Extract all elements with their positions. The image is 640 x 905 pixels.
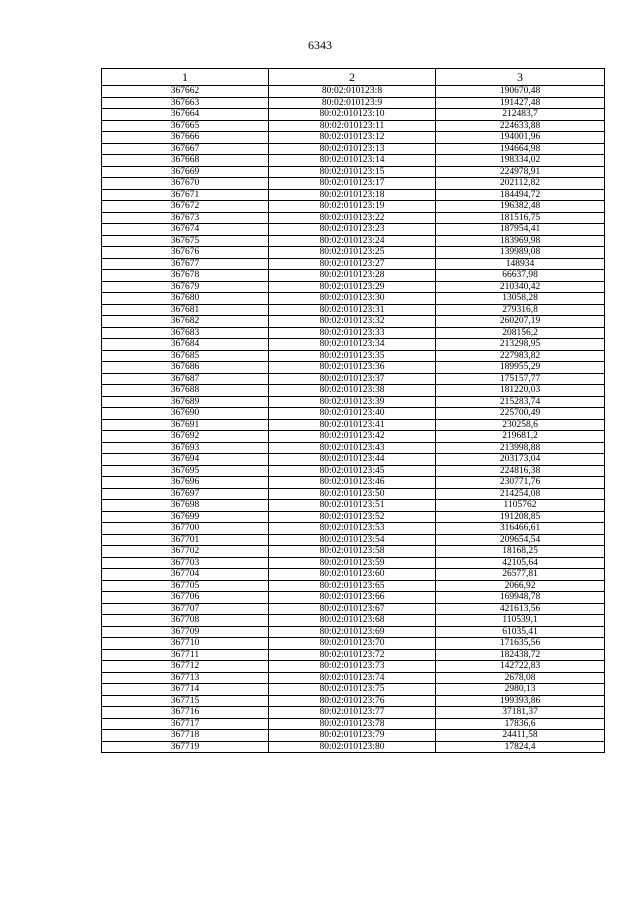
table-row	[102, 546, 605, 558]
record-number-cell: 367671	[102, 189, 269, 201]
cadastral-number-cell: 80:02:010123:19	[269, 201, 436, 213]
value-cell: 26577,81	[436, 569, 605, 581]
record-number-cell: 367683	[102, 327, 269, 339]
cadastral-number-cell: 80:02:010123:46	[269, 477, 436, 489]
cadastral-number-cell: 80:02:010123:40	[269, 408, 436, 420]
value-cell: 42105,64	[436, 557, 605, 569]
record-number-cell: 367679	[102, 281, 269, 293]
cadastral-number-cell: 80:02:010123:58	[269, 546, 436, 558]
cadastral-number-cell: 80:02:010123:29	[269, 281, 436, 293]
table-row	[102, 224, 605, 236]
value-cell: 198334,02	[436, 155, 605, 167]
cadastral-number-cell: 80:02:010123:9	[269, 97, 436, 109]
column-header: 3	[436, 69, 605, 86]
cadastral-number-cell: 80:02:010123:44	[269, 454, 436, 466]
cadastral-number-cell: 80:02:010123:65	[269, 580, 436, 592]
record-number-cell: 367697	[102, 488, 269, 500]
record-number-cell: 367711	[102, 649, 269, 661]
table-row	[102, 557, 605, 569]
cadastral-number-cell: 80:02:010123:15	[269, 166, 436, 178]
record-number-cell: 367713	[102, 672, 269, 684]
cadastral-number-cell: 80:02:010123:37	[269, 373, 436, 385]
table-row	[102, 97, 605, 109]
table-row	[102, 442, 605, 454]
record-number-cell: 367684	[102, 339, 269, 351]
record-number-cell: 367704	[102, 569, 269, 581]
table-body	[102, 86, 605, 753]
table-row	[102, 649, 605, 661]
record-number-cell: 367693	[102, 442, 269, 454]
cadastral-number-cell: 80:02:010123:25	[269, 247, 436, 259]
table-row	[102, 626, 605, 638]
value-cell: 139989,08	[436, 247, 605, 259]
record-number-cell: 367666	[102, 132, 269, 144]
cadastral-number-cell: 80:02:010123:45	[269, 465, 436, 477]
value-cell: 191208,85	[436, 511, 605, 523]
value-cell: 208156,2	[436, 327, 605, 339]
table-row	[102, 477, 605, 489]
cadastral-number-cell: 80:02:010123:68	[269, 615, 436, 627]
table-row	[102, 86, 605, 98]
table-row	[102, 730, 605, 742]
page-number: 6343	[308, 38, 332, 52]
table-row	[102, 385, 605, 397]
value-cell: 2678,08	[436, 672, 605, 684]
value-cell: 194664,98	[436, 143, 605, 155]
table-row	[102, 408, 605, 420]
record-number-cell: 367708	[102, 615, 269, 627]
cadastral-number-cell: 80:02:010123:75	[269, 684, 436, 696]
value-cell: 203173,04	[436, 454, 605, 466]
record-number-cell: 367670	[102, 178, 269, 190]
table-row	[102, 534, 605, 546]
cadastral-number-cell: 80:02:010123:36	[269, 362, 436, 374]
value-cell: 213298,95	[436, 339, 605, 351]
cadastral-number-cell: 80:02:010123:33	[269, 327, 436, 339]
value-cell: 66637,98	[436, 270, 605, 282]
table-row	[102, 741, 605, 753]
value-cell: 202112,82	[436, 178, 605, 190]
cadastral-number-cell: 80:02:010123:76	[269, 695, 436, 707]
table-row	[102, 465, 605, 477]
record-number-cell: 367689	[102, 396, 269, 408]
record-number-cell: 367681	[102, 304, 269, 316]
cadastral-number-cell: 80:02:010123:32	[269, 316, 436, 328]
table-row	[102, 511, 605, 523]
cadastral-number-cell: 80:02:010123:70	[269, 638, 436, 650]
value-cell: 421613,56	[436, 603, 605, 615]
value-cell: 184494,72	[436, 189, 605, 201]
cadastral-number-cell: 80:02:010123:51	[269, 500, 436, 512]
table-row	[102, 166, 605, 178]
table-row	[102, 339, 605, 351]
cadastral-number-cell: 80:02:010123:23	[269, 224, 436, 236]
record-number-cell: 367705	[102, 580, 269, 592]
cadastral-number-cell: 80:02:010123:10	[269, 109, 436, 121]
record-number-cell: 367710	[102, 638, 269, 650]
table-row	[102, 293, 605, 305]
table-row	[102, 523, 605, 535]
table-row	[102, 143, 605, 155]
cadastral-number-cell: 80:02:010123:80	[269, 741, 436, 753]
cadastral-number-cell: 80:02:010123:79	[269, 730, 436, 742]
value-cell: 61035,41	[436, 626, 605, 638]
record-number-cell: 367665	[102, 120, 269, 132]
value-cell: 191427,48	[436, 97, 605, 109]
value-cell: 214254,08	[436, 488, 605, 500]
value-cell: 209654,54	[436, 534, 605, 546]
record-number-cell: 367706	[102, 592, 269, 604]
record-number-cell: 367668	[102, 155, 269, 167]
value-cell: 219681,2	[436, 431, 605, 443]
cadastral-number-cell: 80:02:010123:22	[269, 212, 436, 224]
cadastral-number-cell: 80:02:010123:17	[269, 178, 436, 190]
cadastral-number-cell: 80:02:010123:31	[269, 304, 436, 316]
cadastral-number-cell: 80:02:010123:12	[269, 132, 436, 144]
table-row	[102, 638, 605, 650]
record-number-cell: 367673	[102, 212, 269, 224]
record-number-cell: 367669	[102, 166, 269, 178]
table-row	[102, 132, 605, 144]
record-number-cell: 367712	[102, 661, 269, 673]
table-row	[102, 258, 605, 270]
cadastral-number-cell: 80:02:010123:28	[269, 270, 436, 282]
record-number-cell: 367672	[102, 201, 269, 213]
cadastral-number-cell: 80:02:010123:39	[269, 396, 436, 408]
cadastral-number-cell: 80:02:010123:74	[269, 672, 436, 684]
table-row	[102, 235, 605, 247]
table-row	[102, 362, 605, 374]
table-row	[102, 419, 605, 431]
table-row	[102, 281, 605, 293]
record-number-cell: 367685	[102, 350, 269, 362]
column-header: 1	[102, 69, 269, 86]
record-number-cell: 367694	[102, 454, 269, 466]
value-cell: 175157,77	[436, 373, 605, 385]
table-row	[102, 718, 605, 730]
value-cell: 210340,42	[436, 281, 605, 293]
table-row	[102, 212, 605, 224]
cadastral-number-cell: 80:02:010123:42	[269, 431, 436, 443]
cadastral-number-cell: 80:02:010123:78	[269, 718, 436, 730]
record-number-cell: 367682	[102, 316, 269, 328]
value-cell: 1105762	[436, 500, 605, 512]
table-row	[102, 304, 605, 316]
record-number-cell: 367675	[102, 235, 269, 247]
record-number-cell: 367717	[102, 718, 269, 730]
value-cell: 17824,4	[436, 741, 605, 753]
value-cell: 190670,48	[436, 86, 605, 98]
table-row	[102, 603, 605, 615]
record-number-cell: 367667	[102, 143, 269, 155]
value-cell: 13058,28	[436, 293, 605, 305]
value-cell: 181516,75	[436, 212, 605, 224]
table-header	[102, 69, 605, 86]
cadastral-number-cell: 80:02:010123:41	[269, 419, 436, 431]
table-row	[102, 672, 605, 684]
table-row	[102, 580, 605, 592]
record-number-cell: 367674	[102, 224, 269, 236]
value-cell: 230771,76	[436, 477, 605, 489]
value-cell: 2980,13	[436, 684, 605, 696]
value-cell: 279316,8	[436, 304, 605, 316]
record-number-cell: 367709	[102, 626, 269, 638]
record-number-cell: 367703	[102, 557, 269, 569]
value-cell: 260207,19	[436, 316, 605, 328]
cadastral-number-cell: 80:02:010123:77	[269, 707, 436, 719]
value-cell: 18168,25	[436, 546, 605, 558]
value-cell: 182438,72	[436, 649, 605, 661]
value-cell: 17836,6	[436, 718, 605, 730]
record-number-cell: 367686	[102, 362, 269, 374]
table-row	[102, 189, 605, 201]
cadastral-number-cell: 80:02:010123:11	[269, 120, 436, 132]
record-number-cell: 367676	[102, 247, 269, 259]
value-cell: 316466,61	[436, 523, 605, 535]
value-cell: 213998,88	[436, 442, 605, 454]
value-cell: 227983,82	[436, 350, 605, 362]
value-cell: 24411,58	[436, 730, 605, 742]
record-number-cell: 367718	[102, 730, 269, 742]
value-cell: 194001,96	[436, 132, 605, 144]
value-cell: 196382,48	[436, 201, 605, 213]
record-number-cell: 367699	[102, 511, 269, 523]
value-cell: 169948,78	[436, 592, 605, 604]
table-row	[102, 488, 605, 500]
record-number-cell: 367715	[102, 695, 269, 707]
cadastral-number-cell: 80:02:010123:66	[269, 592, 436, 604]
table-row	[102, 373, 605, 385]
cadastral-number-cell: 80:02:010123:38	[269, 385, 436, 397]
header-row	[102, 69, 605, 86]
record-number-cell: 367716	[102, 707, 269, 719]
cadastral-number-cell: 80:02:010123:30	[269, 293, 436, 305]
cadastral-number-cell: 80:02:010123:13	[269, 143, 436, 155]
table-row	[102, 431, 605, 443]
record-number-cell: 367700	[102, 523, 269, 535]
value-cell: 148934	[436, 258, 605, 270]
record-number-cell: 367690	[102, 408, 269, 420]
record-number-cell: 367696	[102, 477, 269, 489]
value-cell: 37181,37	[436, 707, 605, 719]
cadastral-number-cell: 80:02:010123:72	[269, 649, 436, 661]
table-row	[102, 500, 605, 512]
table-row	[102, 247, 605, 259]
table-row	[102, 707, 605, 719]
cadastral-number-cell: 80:02:010123:53	[269, 523, 436, 535]
table-row	[102, 316, 605, 328]
record-number-cell: 367714	[102, 684, 269, 696]
table-row	[102, 569, 605, 581]
value-cell: 181220,03	[436, 385, 605, 397]
table-row	[102, 327, 605, 339]
table-row	[102, 350, 605, 362]
record-number-cell: 367687	[102, 373, 269, 385]
column-header: 2	[269, 69, 436, 86]
table-row	[102, 615, 605, 627]
cadastral-number-cell: 80:02:010123:35	[269, 350, 436, 362]
record-number-cell: 367701	[102, 534, 269, 546]
record-number-cell: 367691	[102, 419, 269, 431]
value-cell: 183969,98	[436, 235, 605, 247]
value-cell: 224816,38	[436, 465, 605, 477]
cadastral-number-cell: 80:02:010123:8	[269, 86, 436, 98]
value-cell: 199393,86	[436, 695, 605, 707]
cadastral-number-cell: 80:02:010123:52	[269, 511, 436, 523]
cadastral-number-cell: 80:02:010123:50	[269, 488, 436, 500]
cadastral-number-cell: 80:02:010123:34	[269, 339, 436, 351]
value-cell: 171635,56	[436, 638, 605, 650]
record-number-cell: 367688	[102, 385, 269, 397]
table-row	[102, 270, 605, 282]
value-cell: 224978,91	[436, 166, 605, 178]
record-number-cell: 367664	[102, 109, 269, 121]
table-row	[102, 592, 605, 604]
value-cell: 142722,83	[436, 661, 605, 673]
table-row	[102, 109, 605, 121]
record-number-cell: 367695	[102, 465, 269, 477]
value-cell: 230258,6	[436, 419, 605, 431]
table-row	[102, 201, 605, 213]
value-cell: 224633,88	[436, 120, 605, 132]
value-cell: 215283,74	[436, 396, 605, 408]
table-row	[102, 454, 605, 466]
record-number-cell: 367677	[102, 258, 269, 270]
table-row	[102, 396, 605, 408]
data-table	[101, 68, 605, 753]
value-cell: 110539,1	[436, 615, 605, 627]
cadastral-number-cell: 80:02:010123:27	[269, 258, 436, 270]
record-number-cell: 367698	[102, 500, 269, 512]
value-cell: 189955,29	[436, 362, 605, 374]
record-number-cell: 367702	[102, 546, 269, 558]
value-cell: 225700,49	[436, 408, 605, 420]
record-number-cell: 367662	[102, 86, 269, 98]
value-cell: 187954,41	[436, 224, 605, 236]
cadastral-number-cell: 80:02:010123:73	[269, 661, 436, 673]
cadastral-number-cell: 80:02:010123:24	[269, 235, 436, 247]
table-row	[102, 695, 605, 707]
record-number-cell: 367663	[102, 97, 269, 109]
record-number-cell: 367719	[102, 741, 269, 753]
cadastral-number-cell: 80:02:010123:60	[269, 569, 436, 581]
cadastral-number-cell: 80:02:010123:54	[269, 534, 436, 546]
record-number-cell: 367692	[102, 431, 269, 443]
record-number-cell: 367678	[102, 270, 269, 282]
cadastral-number-cell: 80:02:010123:69	[269, 626, 436, 638]
cadastral-number-cell: 80:02:010123:14	[269, 155, 436, 167]
cadastral-number-cell: 80:02:010123:18	[269, 189, 436, 201]
value-cell: 212483,7	[436, 109, 605, 121]
record-number-cell: 367680	[102, 293, 269, 305]
table-row	[102, 684, 605, 696]
cadastral-number-cell: 80:02:010123:59	[269, 557, 436, 569]
table-row	[102, 661, 605, 673]
record-number-cell: 367707	[102, 603, 269, 615]
table-row	[102, 178, 605, 190]
table-row	[102, 155, 605, 167]
table-row	[102, 120, 605, 132]
value-cell: 2066,92	[436, 580, 605, 592]
cadastral-number-cell: 80:02:010123:67	[269, 603, 436, 615]
cadastral-number-cell: 80:02:010123:43	[269, 442, 436, 454]
